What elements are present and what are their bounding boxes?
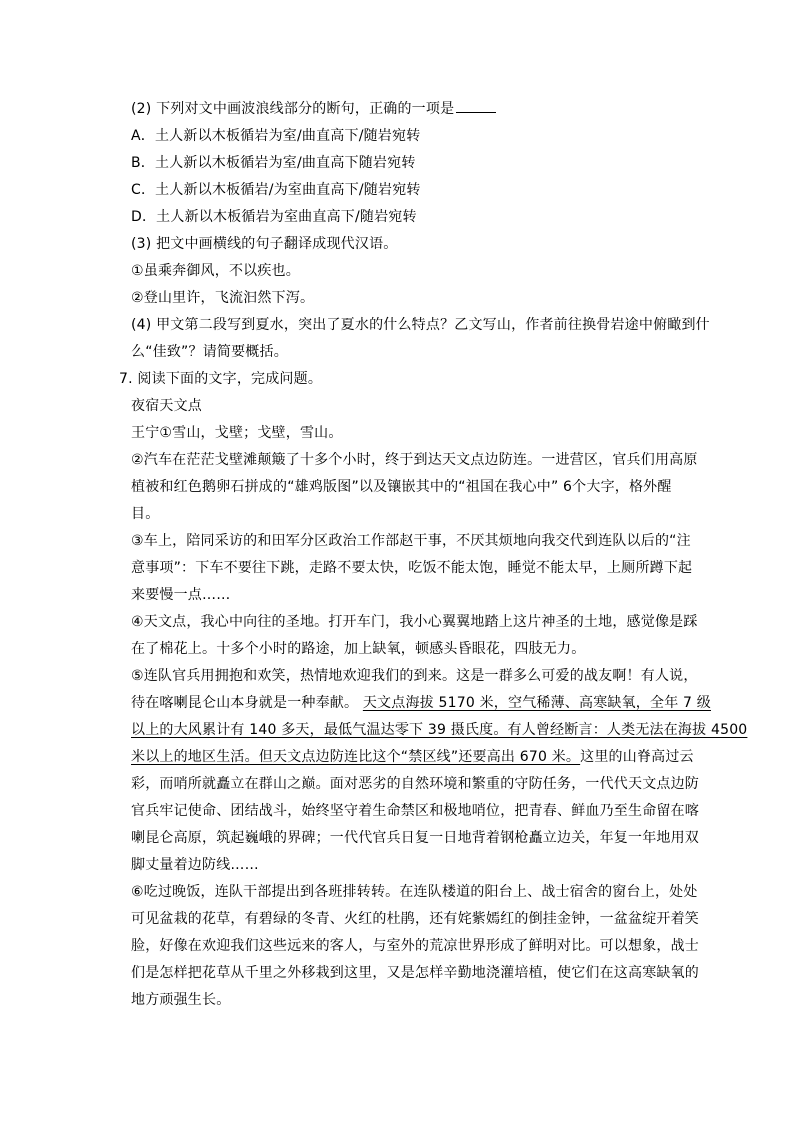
paragraph-6-line-2: 可见盆栽的花草，有碧绿的冬青、火红的杜鹃，还有姹紫嫣红的倒挂金钟，一盆盆绽开着笑	[131, 911, 699, 927]
paragraph-5-text: 待在喀喇昆仑山本身就是一种奉献。	[131, 695, 363, 711]
paragraph-5-line-6: 官兵牢记使命、团结战斗，始终坚守着生命禁区和极地哨位，把青春、鲜血乃至生命留在喀	[131, 803, 699, 819]
paragraph-3-line-2: 意事项”：下车不要往下跳，走路不要太快，吃饭不能太饱，睡觉不能太早，上厕所蹲下起	[131, 560, 693, 576]
question-3-item-2: ②登山里许，飞流汩然下泻。	[131, 290, 315, 306]
paragraph-3-line-1: ③车上，陪同采访的和田军分区政治工作部赵干事，不厌其烦地向我交代到连队以后的“注	[131, 533, 691, 549]
paragraph-5-text: 这里的山脊高过云	[580, 749, 694, 765]
question-7-header	[119, 366, 693, 393]
paragraph-5-line-1: ⑤连队官兵用拥抱和欢笑，热情地欢迎我们的到来。这是一群多么可爱的战友啊！有人说，	[131, 668, 698, 684]
underlined-sentence: 以上的大风累计有 140 多天，最低气温达零下 39 摄氏度。有人曾经断言：人类无法在海拔 4500	[131, 722, 748, 738]
paragraph-4-line-1: ④天文点，我心中向往的圣地。打开车门，我小心翼翼地踏上这片神圣的土地，感觉像是踩	[131, 614, 698, 630]
paragraph-5-line-8: 脚丈量着边防线……	[131, 857, 259, 873]
paragraph-2-line-2: 植被和红色鹅卵石拼成的“雄鸡版图”以及镶嵌其中的“祖国在我心中” 6个大字，格外醒	[131, 479, 672, 495]
paragraph-4-line-2: 在了棉花上。十多个小时的路途，加上缺氧，顿感头昏眼花，四肢无力。	[131, 641, 586, 657]
underlined-sentence: 天文点海拔 5170 米，空气稀薄、高寒缺氧，全年 7 级	[362, 695, 711, 711]
passage-author-line: 王宁①雪山，戈壁；戈壁，雪山。	[131, 425, 343, 441]
underlined-sentence: 米以上的地区生活。但天文点边防连比这个“禁区线”还要高出 670 米。	[131, 749, 581, 765]
paragraph-5-line-4	[131, 744, 693, 771]
paragraph-5-line-5: 彩，而哨所就矗立在群山之巅。面对恶劣的自然环境和繁重的守防任务，一代代天文点边防	[131, 776, 699, 792]
option-a: A．土人新以木板循岩为室/曲直高下/随岩宛转	[131, 128, 421, 144]
paragraph-6-line-3: 脸，好像在欢迎我们这些远来的客人，与室外的荒凉世界形成了鲜明对比。可以想象，战士	[131, 938, 699, 954]
paragraph-5-line-2	[131, 690, 711, 717]
question-3-item-1: ①虽乘奔御风，不以疾也。	[131, 263, 300, 279]
paragraph-6-line-1: ⑥吃过晚饭，连队干部提出到各班排转转。在连队楼道的阳台上、战士宿舍的窗台上，处处	[131, 884, 698, 900]
question-4-line-2: 么“佳致”？请简要概括。	[131, 344, 288, 360]
paragraph-6-line-5: 地方顽强生长。	[131, 992, 231, 1008]
answer-blank[interactable]	[456, 98, 496, 113]
paragraph-3-line-3: 来要慢一点……	[131, 587, 231, 603]
paragraph-5-line-3	[131, 717, 748, 744]
option-c: C．土人新以木板循岩/为室曲直高下/随岩宛转	[131, 182, 421, 198]
question-7-number: 7.	[119, 371, 133, 387]
question-2-stem	[131, 96, 693, 123]
question-7-instruction: 阅读下面的文字，完成问题。	[137, 371, 323, 387]
question-4-line-1: (4) 甲文第二段写到夏水，突出了夏水的什么特点？乙文写山，作者前往换骨岩途中俯瞰到什	[131, 317, 710, 333]
document-page	[119, 96, 748, 1014]
paragraph-2-line-1: ②汽车在茫茫戈壁滩颠簸了十多个小时，终于到达天文点边防连。一进营区，官兵们用高原	[131, 452, 698, 468]
passage-title: 夜宿天文点	[131, 398, 202, 414]
paragraph-5-line-7: 喇昆仑高原，筑起巍峨的界碑；一代代官兵日复一日地背着钢枪矗立边关，年复一年地用双	[131, 830, 699, 846]
paragraph-6-line-4: 们是怎样把花草从千里之外移栽到这里，又是怎样辛勤地浇灌培植，使它们在这高寒缺氧的	[131, 965, 699, 981]
option-d: D．土人新以木板循岩为室曲直高下/随岩宛转	[131, 209, 417, 225]
question-2-stem-text: (2) 下列对文中画波浪线部分的断句，正确的一项是	[131, 101, 455, 117]
option-b: B．土人新以木板循岩为室/曲直高下随岩宛转	[131, 155, 416, 171]
paragraph-2-line-3: 目。	[131, 506, 160, 522]
question-3-stem: (3) 把文中画横线的句子翻译成现代汉语。	[131, 236, 398, 252]
